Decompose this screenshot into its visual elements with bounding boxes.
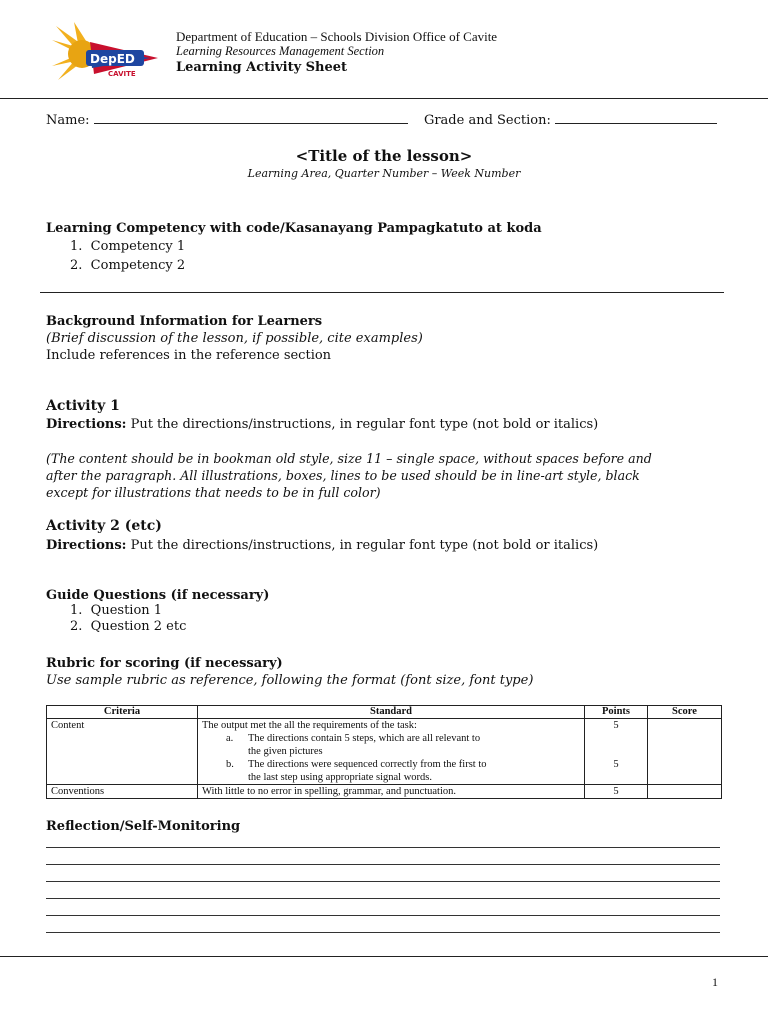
list-item: 1. Question 1 bbox=[70, 603, 163, 618]
section-name: Learning Resources Management Section bbox=[176, 44, 385, 58]
lesson-title: <Title of the lesson> bbox=[295, 147, 473, 165]
logo-subtext: CAVITE bbox=[108, 70, 136, 78]
col-standard: Standard bbox=[198, 706, 585, 719]
background-heading: Background Information for Learners bbox=[46, 314, 323, 329]
org-name: Department of Education – Schools Division Office of Cavite bbox=[176, 29, 498, 44]
reflection-line[interactable] bbox=[46, 847, 720, 848]
name-label: Name: bbox=[46, 113, 90, 128]
page-number: 1 bbox=[712, 975, 718, 989]
reflection-line[interactable] bbox=[46, 932, 720, 933]
reflection-line[interactable] bbox=[46, 915, 720, 916]
guide-heading: Guide Questions (if necessary) bbox=[46, 588, 270, 603]
cell-standard: The output met the all the requirements of the task: a. The directions contain 5 steps, which are all relevant to the given pictures b. The directions were sequenced correctly from the first to the last step using appropriate signal words. bbox=[198, 719, 585, 785]
cell-criteria: Content bbox=[47, 719, 198, 785]
reflection-line[interactable] bbox=[46, 898, 720, 899]
cell-points: 5 5 bbox=[585, 719, 648, 785]
header-rule bbox=[0, 98, 768, 99]
activity1-heading: Activity 1 bbox=[46, 398, 120, 414]
col-points: Points bbox=[585, 706, 648, 719]
activity1-note: (The content should be in bookman old style, size 11 – single space, without spaces before and after the paragraph. All illustrations, boxes, lines to be used should be in line-art style, black except for illustrations that needs to be in full color) bbox=[46, 451, 652, 500]
guide-list bbox=[70, 603, 186, 635]
cell-score[interactable] bbox=[648, 719, 722, 785]
list-item: 2. Competency 2 bbox=[70, 258, 186, 273]
cell-criteria: Conventions bbox=[47, 785, 198, 799]
list-item: 1. Competency 1 bbox=[70, 239, 186, 254]
header-block bbox=[176, 29, 497, 75]
sheet-title: Learning Activity Sheet bbox=[176, 60, 348, 75]
cell-score[interactable] bbox=[648, 785, 722, 799]
competency-list bbox=[70, 237, 185, 275]
col-criteria: Criteria bbox=[47, 706, 198, 719]
activity1-directions: Directions: Put the directions/instructions, in regular font type (not bold or italics) bbox=[46, 417, 599, 432]
sun-logo-icon bbox=[50, 22, 162, 86]
competency-heading: Learning Competency with code/Kasanayang Pampagkatuto at koda bbox=[46, 221, 542, 236]
deped-logo bbox=[50, 22, 162, 86]
activity2-heading: Activity 2 (etc) bbox=[46, 518, 162, 534]
background-ref: Include references in the reference section bbox=[46, 348, 332, 363]
logo-text: DepED bbox=[90, 52, 135, 66]
background-note: (Brief discussion of the lesson, if possible, cite examples) bbox=[46, 331, 423, 346]
activity2-directions: Directions: Put the directions/instructions, in regular font type (not bold or italics) bbox=[46, 538, 599, 553]
cell-points: 5 bbox=[585, 785, 648, 799]
name-blank[interactable] bbox=[94, 111, 408, 124]
cell-standard: With little to no error in spelling, grammar, and punctuation. bbox=[198, 785, 585, 799]
list-item: 2. Question 2 etc bbox=[70, 619, 187, 634]
lesson-subtitle: Learning Area, Quarter Number – Week Number bbox=[247, 167, 521, 180]
grade-label: Grade and Section: bbox=[423, 113, 551, 128]
name-field-row bbox=[46, 111, 726, 129]
table-row bbox=[47, 785, 722, 799]
table-row bbox=[47, 719, 722, 785]
footer-rule bbox=[0, 956, 768, 957]
reflection-line[interactable] bbox=[46, 881, 720, 882]
col-score: Score bbox=[648, 706, 722, 719]
rubric-table bbox=[46, 705, 722, 799]
reflection-heading: Reflection/Self-Monitoring bbox=[46, 819, 241, 834]
grade-blank[interactable] bbox=[555, 111, 717, 124]
section-divider bbox=[40, 292, 724, 293]
table-header-row bbox=[47, 706, 722, 719]
reflection-line[interactable] bbox=[46, 864, 720, 865]
rubric-note: Use sample rubric as reference, following the format (font size, font type) bbox=[46, 673, 534, 688]
rubric-heading: Rubric for scoring (if necessary) bbox=[46, 656, 283, 671]
